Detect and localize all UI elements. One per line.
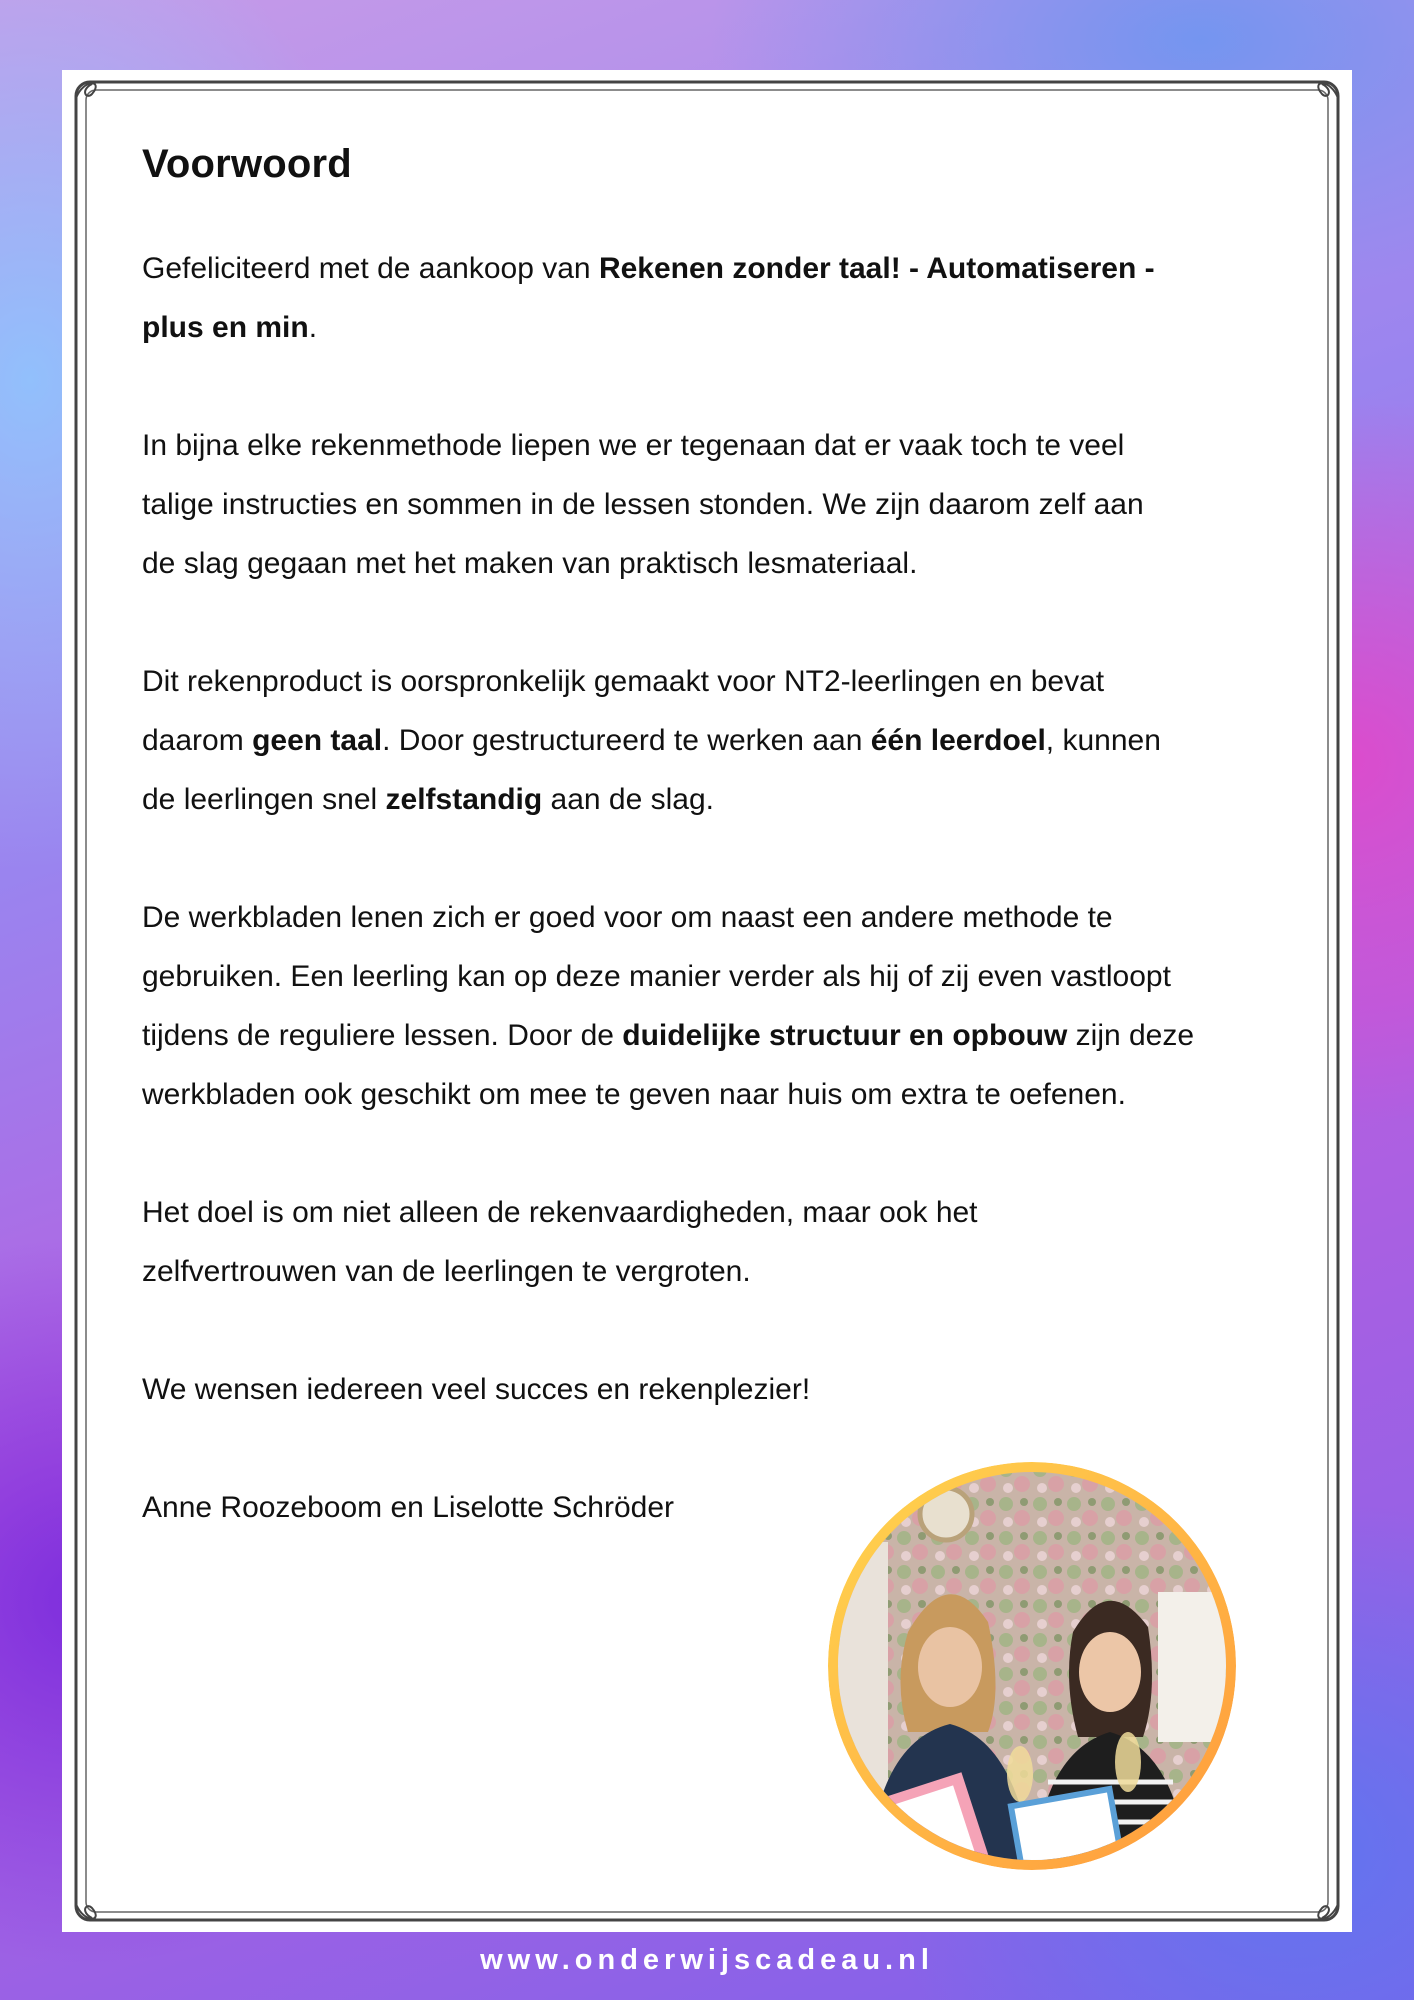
emphasis: één leerdoel	[870, 724, 1046, 757]
paragraph-wishes: We wensen iedereen veel succes en rekenplezier!	[142, 1373, 811, 1406]
text: De werkbladen lenen zich er goed voor om naast een andere methode te	[142, 901, 1113, 934]
text: tijdens de reguliere lessen. Door de	[142, 1019, 623, 1052]
signoff: Anne Roozeboom en Liselotte Schröder	[142, 1491, 675, 1524]
paragraph-product	[142, 652, 1292, 829]
document-page	[62, 70, 1352, 1932]
text: . Door gestructureerd te werken aan	[382, 724, 871, 757]
text: de leerlingen snel	[142, 783, 386, 816]
page-title: Voorwoord	[142, 142, 352, 186]
foreword-content	[142, 142, 1292, 1537]
emphasis: zelfstandig	[385, 783, 543, 816]
product-name-cont: plus en min	[142, 311, 309, 344]
footer-url: www.onderwijscadeau.nl	[480, 1944, 934, 1976]
paragraph-intro	[142, 239, 1292, 357]
paragraph-background	[142, 416, 1292, 593]
text: daarom	[142, 724, 253, 757]
text: In bijna elke rekenmethode liepen we er tegenaan dat er vaak toch te veel	[142, 429, 1125, 462]
text: Dit rekenproduct is oorspronkelijk gemaakt voor NT2-leerlingen en bevat	[142, 665, 1105, 698]
emphasis: geen taal	[252, 724, 383, 757]
paragraph-goal	[142, 1183, 1292, 1301]
text: , kunnen	[1045, 724, 1161, 757]
product-name: Rekenen zonder taal! - Automatiseren -	[598, 252, 1155, 285]
text: .	[308, 311, 318, 344]
emphasis: duidelijke structuur en opbouw	[622, 1019, 1068, 1052]
authors-photo	[828, 1462, 1236, 1870]
authors-photo-image	[828, 1462, 1236, 1870]
text: werkbladen ook geschikt om mee te geven naar huis om extra te oefenen.	[142, 1078, 1126, 1111]
text: zijn deze	[1067, 1019, 1195, 1052]
paragraph-usage	[142, 888, 1292, 1124]
text: Gefeliciteerd met de aankoop van	[142, 252, 599, 285]
text: zelfvertrouwen van de leerlingen te vergroten.	[142, 1255, 751, 1288]
text: Het doel is om niet alleen de rekenvaardigheden, maar ook het	[142, 1196, 978, 1229]
text: aan de slag.	[542, 783, 714, 816]
text: talige instructies en sommen in de lessen stonden. We zijn daarom zelf aan	[142, 488, 1144, 521]
text: de slag gegaan met het maken van praktisch lesmateriaal.	[142, 547, 918, 580]
text: gebruiken. Een leerling kan op deze manier verder als hij of zij even vastloopt	[142, 960, 1171, 993]
